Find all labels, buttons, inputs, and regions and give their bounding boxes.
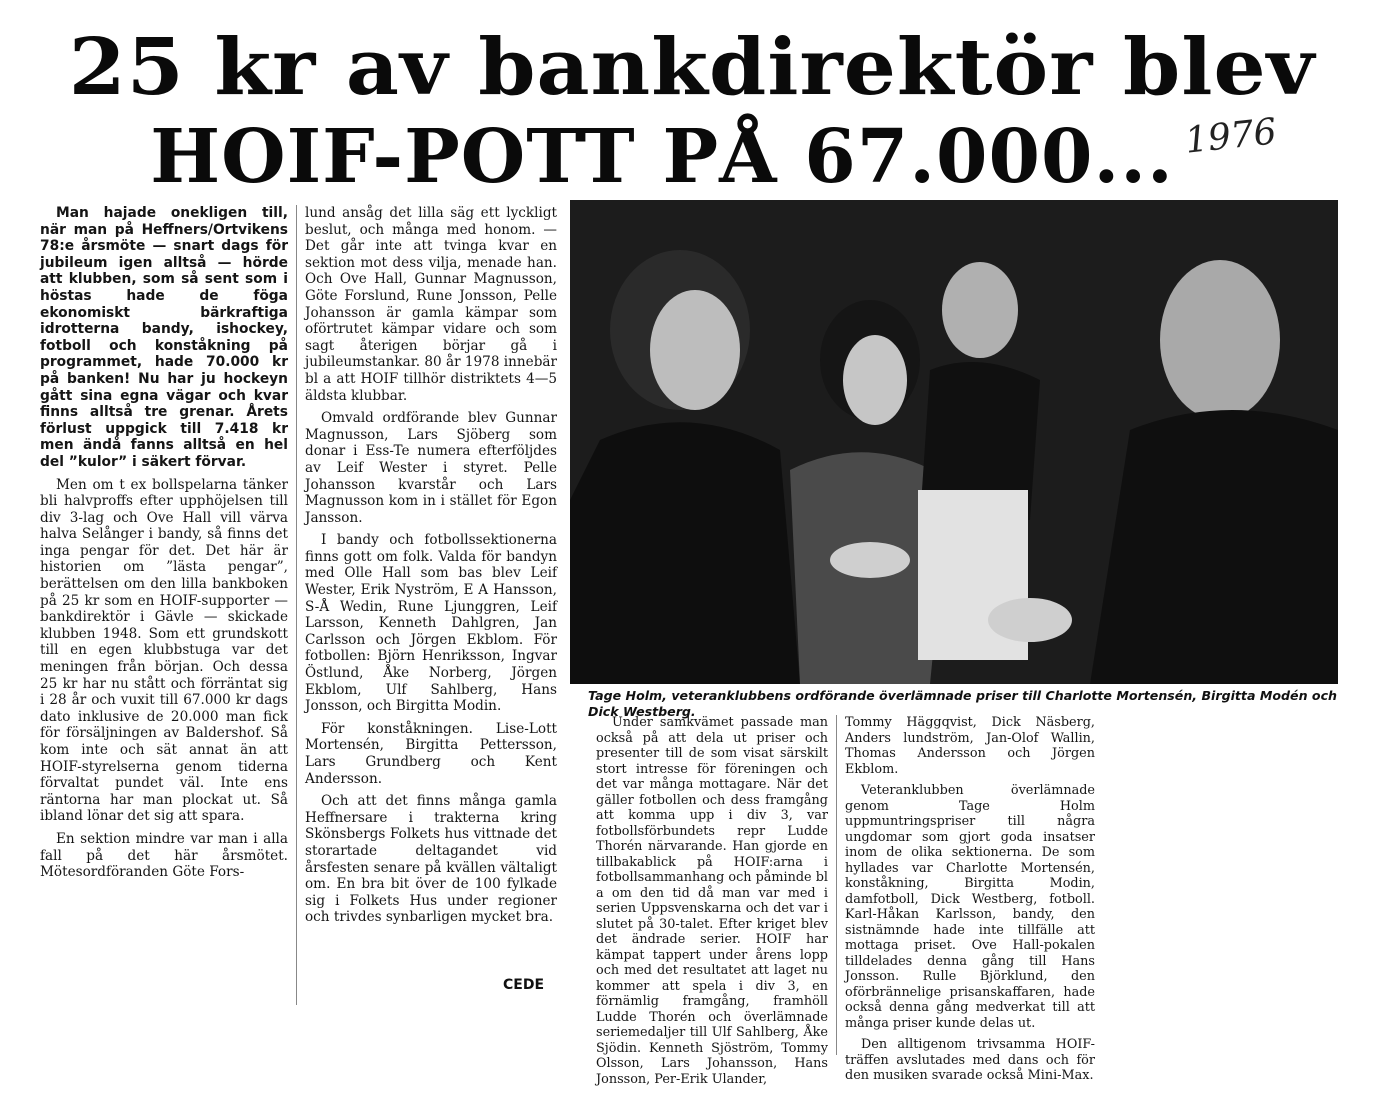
body-paragraph: Och att det finns många gamla Heffnersare i trakterna kring Skönsbergs Folkets hus vittnade det storartade deltagandet vid årsfesten senare på kvällen vältaligt om. En bra bit över de 100 fylkade sig i Folkets Hus under regioner och trivdes synbarligen mycket bra.	[305, 793, 557, 926]
photo-illustration	[570, 200, 1338, 684]
article-column-3	[596, 715, 828, 1093]
body-paragraph: Omvald ordförande blev Gunnar Magnusson, Lars Sjöberg som donar i Ess-Te numera efterföljdes av Leif Wester i styret. Pelle Johansson kvarstår och Lars Magnusson kom in i stället för Egon Jansson.	[305, 410, 557, 526]
news-photo	[570, 200, 1338, 684]
lead-paragraph: Man hajade onekligen till, när man på Heffners/Ortvikens 78:e årsmöte — snart dags för jubileum igen alltså — hörde att klubben, som så sent som i höstas hade de föga ekonomiskt bärkraftiga idrotterna bandy, ishockey, fotboll och konståkning på programmet, hade 70.000 kr på banken! Nu har ju hockeyn gått sina egna vägar och kvar finns alltså tre grenar. Årets förlust uppgick till 7.418 kr men ändå fanns alltså en hel del ”kulor” i säkert förvar.	[40, 205, 288, 470]
byline: CEDE	[503, 977, 545, 993]
column-divider	[836, 715, 837, 1055]
article-column-4	[845, 715, 1095, 1090]
body-paragraph: Men om t ex bollspelarna tänker bli halvproffs efter upphöjelsen till div 3-lag och Ove Hall vill värva halva Selånger i bandy, så finns det inga pengar för det. Det här är historien om ”lästa pengar”, berättelsen om den lilla bankboken på 25 kr som en HOIF-supporter — bankdirektör i Gävle — skickade klubben 1948. Som ett grundskott till en egen klubbstuga var det meningen från början. Och dessa 25 kr har nu stått och förräntat sig i 28 år och vuxit till 67.000 kr dags dato inklusive de 20.000 man fick för försäljningen av Baldershof. Så kom inte och sät annat än att HOIF-styrelserna genom tiderna förvaltat pundet väl. Inte ens räntorna har man plockat ut. Så ibland lönar det sig att spara.	[40, 476, 288, 825]
article-column-1	[40, 205, 288, 887]
body-paragraph: Veteranklubben överlämnade genom Tage Holm uppmuntringspriser till några ungdomar som gjort goda insatser inom de olika sektionerna. De som hyllades var Charlotte Mortensén, konståkning, Birgitta Modin, damfotboll, Dick Westberg, fotboll. Karl-Håkan Karlsson, bandy, den sistnämnde hade inte tillfälle att mottaga priset. Ove Hall-pokalen tilldelades denna gång till Hans Jonsson. Rulle Björklund, den oförbrännelige prisanskaffaren, hade också denna gång medverkat till att många priser kunde delas ut.	[845, 783, 1095, 1031]
body-paragraph: I bandy och fotbollssektionerna finns gott om folk. Valda för bandyn med Olle Hall som bas blev Leif Wester, Erik Nyström, E A Hansson, S-Å Wedin, Rune Ljunggren, Leif Larsson, Kenneth Dahlgren, Jan Carlsson och Jörgen Ekblom. För fotbollen: Björn Henriksson, Ingvar Östlund, Åke Norberg, Jörgen Ekblom, Ulf Sahlberg, Hans Jonsson, och Birgitta Modin.	[305, 532, 557, 715]
handwritten-year: 1976	[1183, 111, 1279, 162]
body-paragraph: Under samkvämet passade man också på att dela ut priser och presenter till de som visat särskilt stort intresse för föreningen och det var många mottagare. När det gäller fotbollen och dess framgång att komma upp i div 3, var fotbollsförbundets repr Ludde Thorén närvarande. Han gjorde en tillbakablick på HOIF:arna i fotbollsammanhang och påminde bl a om den tid då man var med i serien Uppsvenskarna och det var i slutet på 30-talet. Efter kriget blev det ändrade serier. HOIF har kämpat tappert under årens lopp och med det resultatet att laget nu kommer att spela i div 3, en förnämlig framgång, framhöll Ludde Thorén och överlämnade seriemedaljer till Ulf Sahlberg, Åke Sjödin. Kenneth Sjöström, Tommy Olsson, Lars Johansson, Hans Jonsson, Per-Erik Ulander,	[596, 715, 828, 1087]
headline-line-2: HOIF-POTT PÅ 67.000...	[150, 114, 1174, 200]
body-paragraph: För konståkningen. Lise-Lott Mortensén, Birgitta Pettersson, Lars Grundberg och Kent Andersson.	[305, 720, 557, 787]
photo-caption: Tage Holm, veteranklubbens ordförande överlämnade priser till Charlotte Mortensén, Birgitta Modén och Dick Westberg.	[588, 688, 1338, 719]
column-divider	[296, 205, 297, 1005]
article-column-2	[305, 205, 557, 932]
body-paragraph: Tommy Häggqvist, Dick Näsberg, Anders lundström, Jan-Olof Wallin, Thomas Andersson och Jörgen Ekblom.	[845, 715, 1095, 777]
headline-line-1: 25 kr av bankdirektör blev	[68, 22, 1316, 113]
body-paragraph: Den alltigenom trivsamma HOIF-träffen avslutades med dans och för den musiken svarade också Mini-Max.	[845, 1037, 1095, 1083]
body-paragraph: lund ansåg det lilla säg ett lyckligt beslut, och många med honom. — Det går inte att tvinga kvar en sektion mot dess vilja, menade han. Och Ove Hall, Gunnar Magnusson, Göte Forslund, Rune Jonsson, Pelle Johansson är gamla kämpar som oförtrutet kämpar vidare och som sagt återigen börjar gå i jubileumstankar. 80 år 1978 innebär bl a att HOIF tillhör distriktets 4—5 äldsta klubbar.	[305, 205, 558, 404]
body-paragraph: En sektion mindre var man i alla fall på det här årsmötet. Mötesordföranden Göte Fors-	[40, 830, 288, 881]
